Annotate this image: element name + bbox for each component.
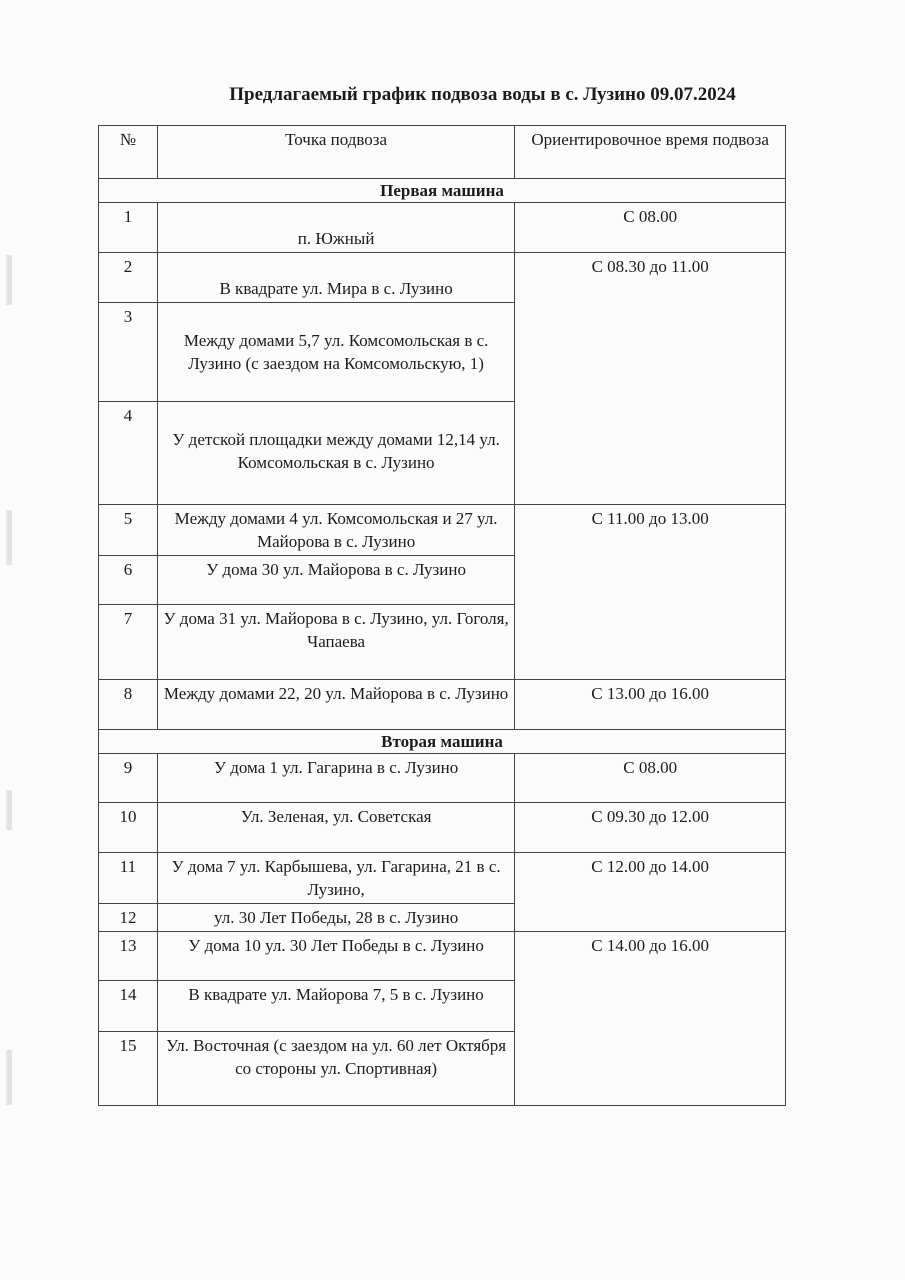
table-row [99,932,786,981]
row-point: Между домами 4 ул. Комсомольская и 27 ул. Майорова в с. Лузино [157,505,514,556]
row-number: 6 [99,556,158,605]
row-time: С 08.00 [515,203,786,253]
row-point: В квадрате ул. Мира в с. Лузино [157,253,514,303]
row-point: ул. 30 Лет Победы, 28 в с. Лузино [157,904,514,932]
table-row [99,203,786,253]
row-point: У дома 10 ул. 30 Лет Победы в с. Лузино [157,932,514,981]
header-point: Точка подвоза [157,126,514,179]
row-time: С 12.00 до 14.00 [515,853,786,932]
table-row [99,253,786,303]
scan-artifact [6,255,12,305]
scan-artifact [6,790,12,830]
row-number: 5 [99,505,158,556]
header-number: № [99,126,158,179]
section-title: Первая машина [99,179,786,203]
row-point: Ул. Восточная (с заездом на ул. 60 лет Октября со стороны ул. Спортивная) [157,1032,514,1106]
row-number: 8 [99,680,158,730]
row-point: В квадрате ул. Майорова 7, 5 в с. Лузино [157,981,514,1032]
row-number: 10 [99,803,158,853]
row-time: С 08.00 [515,754,786,803]
row-point: У дома 30 ул. Майорова в с. Лузино [157,556,514,605]
table-row [99,853,786,904]
section-row [99,730,786,754]
row-number: 15 [99,1032,158,1106]
schedule-table [98,125,786,1106]
row-number: 12 [99,904,158,932]
row-point: У дома 31 ул. Майорова в с. Лузино, ул. Гоголя, Чапаева [157,605,514,680]
table-row [99,754,786,803]
table-row [99,505,786,556]
row-number: 7 [99,605,158,680]
scan-artifact [6,510,12,565]
header-time: Ориентировочное время подвоза [515,126,786,179]
row-number: 3 [99,303,158,402]
table-row [99,680,786,730]
row-number: 13 [99,932,158,981]
row-number: 11 [99,853,158,904]
header-row [99,126,786,179]
row-time: С 08.30 до 11.00 [515,253,786,505]
section-title: Вторая машина [99,730,786,754]
table-row [99,803,786,853]
row-number: 1 [99,203,158,253]
row-time: С 14.00 до 16.00 [515,932,786,1106]
row-number: 4 [99,402,158,505]
row-point: У дома 7 ул. Карбышева, ул. Гагарина, 21 в с. Лузино, [157,853,514,904]
row-time: С 11.00 до 13.00 [515,505,786,680]
section-row [99,179,786,203]
row-point: У детской площадки между домами 12,14 ул. Комсомольская в с. Лузино [157,402,514,505]
row-number: 14 [99,981,158,1032]
row-time: С 09.30 до 12.00 [515,803,786,853]
row-number: 2 [99,253,158,303]
row-point: Между домами 5,7 ул. Комсомольская в с. Лузино (с заездом на Комсомольскую, 1) [157,303,514,402]
document-title: Предлагаемый график подвоза воды в с. Лузино 09.07.2024 [229,84,736,105]
row-time: С 13.00 до 16.00 [515,680,786,730]
row-point: Ул. Зеленая, ул. Советская [157,803,514,853]
row-number: 9 [99,754,158,803]
row-point: Между домами 22, 20 ул. Майорова в с. Лузино [157,680,514,730]
row-point: п. Южный [157,203,514,253]
scan-artifact [6,1050,12,1105]
row-point: У дома 1 ул. Гагарина в с. Лузино [157,754,514,803]
